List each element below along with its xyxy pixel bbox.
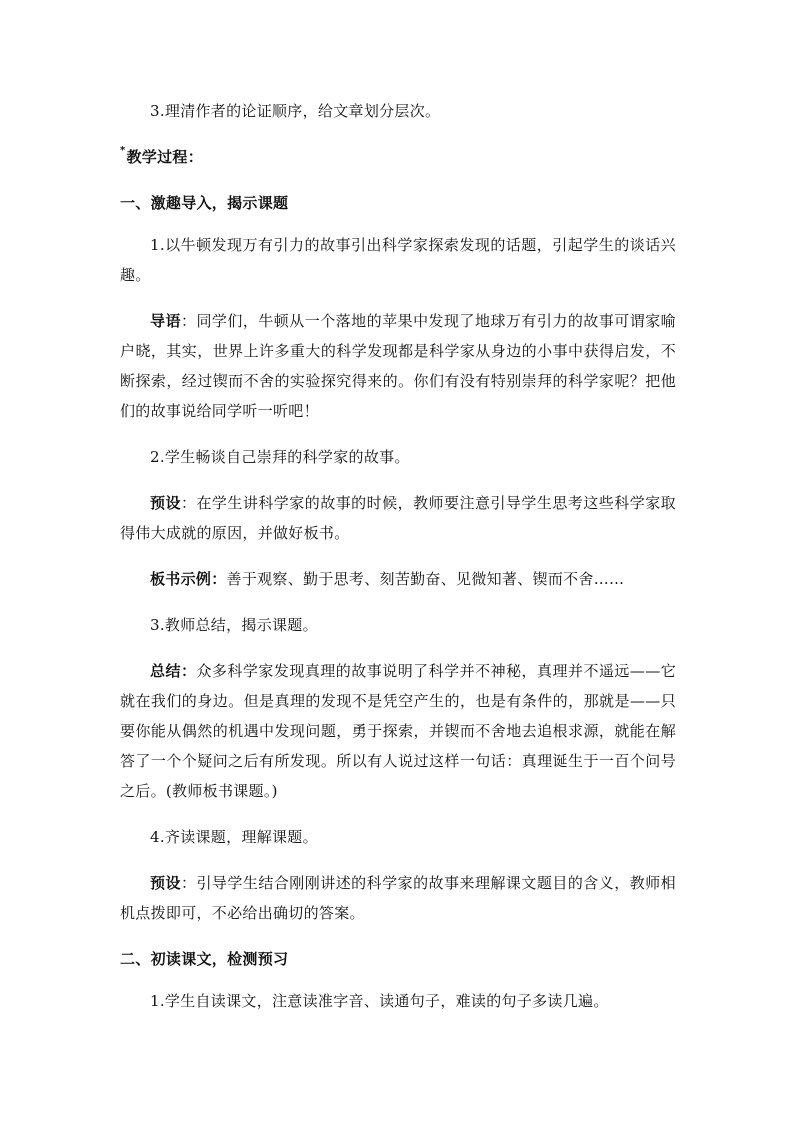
intro-label: 导语 — [150, 312, 181, 330]
preset-2-paragraph — [120, 868, 676, 928]
preset-2-label: 预设 — [150, 874, 181, 892]
preset-2-text: 引导学生结合刚刚讲述的科学家的故事来理解课文题目的含义，教师相机点拨即可，不必给出确切的答案。 — [120, 874, 676, 922]
board-example-label: 板书示例： — [150, 570, 227, 588]
preset-1-paragraph — [120, 488, 676, 548]
section-2-heading: 二、初读课文，检测预习 — [120, 950, 289, 968]
process-heading-text: 教学过程： — [126, 148, 204, 166]
board-example-text: 善于观察、勤于思考、刻苦勤奋、见微知著、锲而不舍…… — [226, 570, 625, 588]
section-2-item-1: 1.学生自读课文，注意读准字音、读通句子，难读的句子多读几遍。 — [150, 992, 609, 1010]
objective-3: 3.理清作者的论证顺序，给文章划分层次。 — [150, 102, 441, 120]
section-1-heading: 一、激趣导入，揭示课题 — [120, 194, 289, 212]
section-1-item-3: 3.教师总结，揭示课题。 — [150, 616, 318, 634]
asterisk-mark: * — [120, 145, 126, 156]
board-example-paragraph — [120, 564, 676, 594]
section-1-item-1: 1.以牛顿发现万有引力的故事引出科学家探索发现的话题，引起学生的谈话兴趣。 — [120, 236, 676, 284]
summary-paragraph — [120, 656, 676, 806]
preset-2-colon: ： — [180, 874, 197, 892]
summary-label: 总结： — [150, 662, 197, 680]
page-content — [120, 96, 676, 1016]
preset-1-text: 在学生讲科学家的故事的时候，教师要注意引导学生思考这些科学家取得伟大成就的原因，并做好板书。 — [120, 494, 676, 542]
preset-1-colon: ： — [180, 494, 197, 512]
intro-text: 同学们，牛顿从一个落地的苹果中发现了地球万有引力的故事可谓家喻户晓，其实，世界上许多重大的科学发现都是科学家从身边的小事中获得启发，不断探索，经过锲而不舍的实验探究得来的。你们有没有特别崇拜的科学家呢？把他们的故事说给同学听一听吧！ — [120, 312, 676, 420]
section-1-item-4: 4.齐读课题，理解课题。 — [150, 828, 318, 846]
intro-colon: ： — [180, 312, 197, 330]
intro-paragraph — [120, 306, 676, 426]
preset-1-label: 预设 — [150, 494, 181, 512]
section-1-item-2: 2.学生畅谈自己崇拜的科学家的故事。 — [150, 448, 410, 466]
summary-text: 众多科学家发现真理的故事说明了科学并不神秘，真理并不遥远——它就在我们的身边。但是真理的发现不是凭空产生的，也是有条件的，那就是——只要你能从偶然的机遇中发现问题，勇于探索，并锲而不舍地去追根求源，就能在解答了一个个疑问之后有所发现。所以有人说过这样一句话：真理诞生于一百个问号之后。(教师板书课题。) — [120, 662, 676, 800]
process-heading — [120, 142, 676, 172]
